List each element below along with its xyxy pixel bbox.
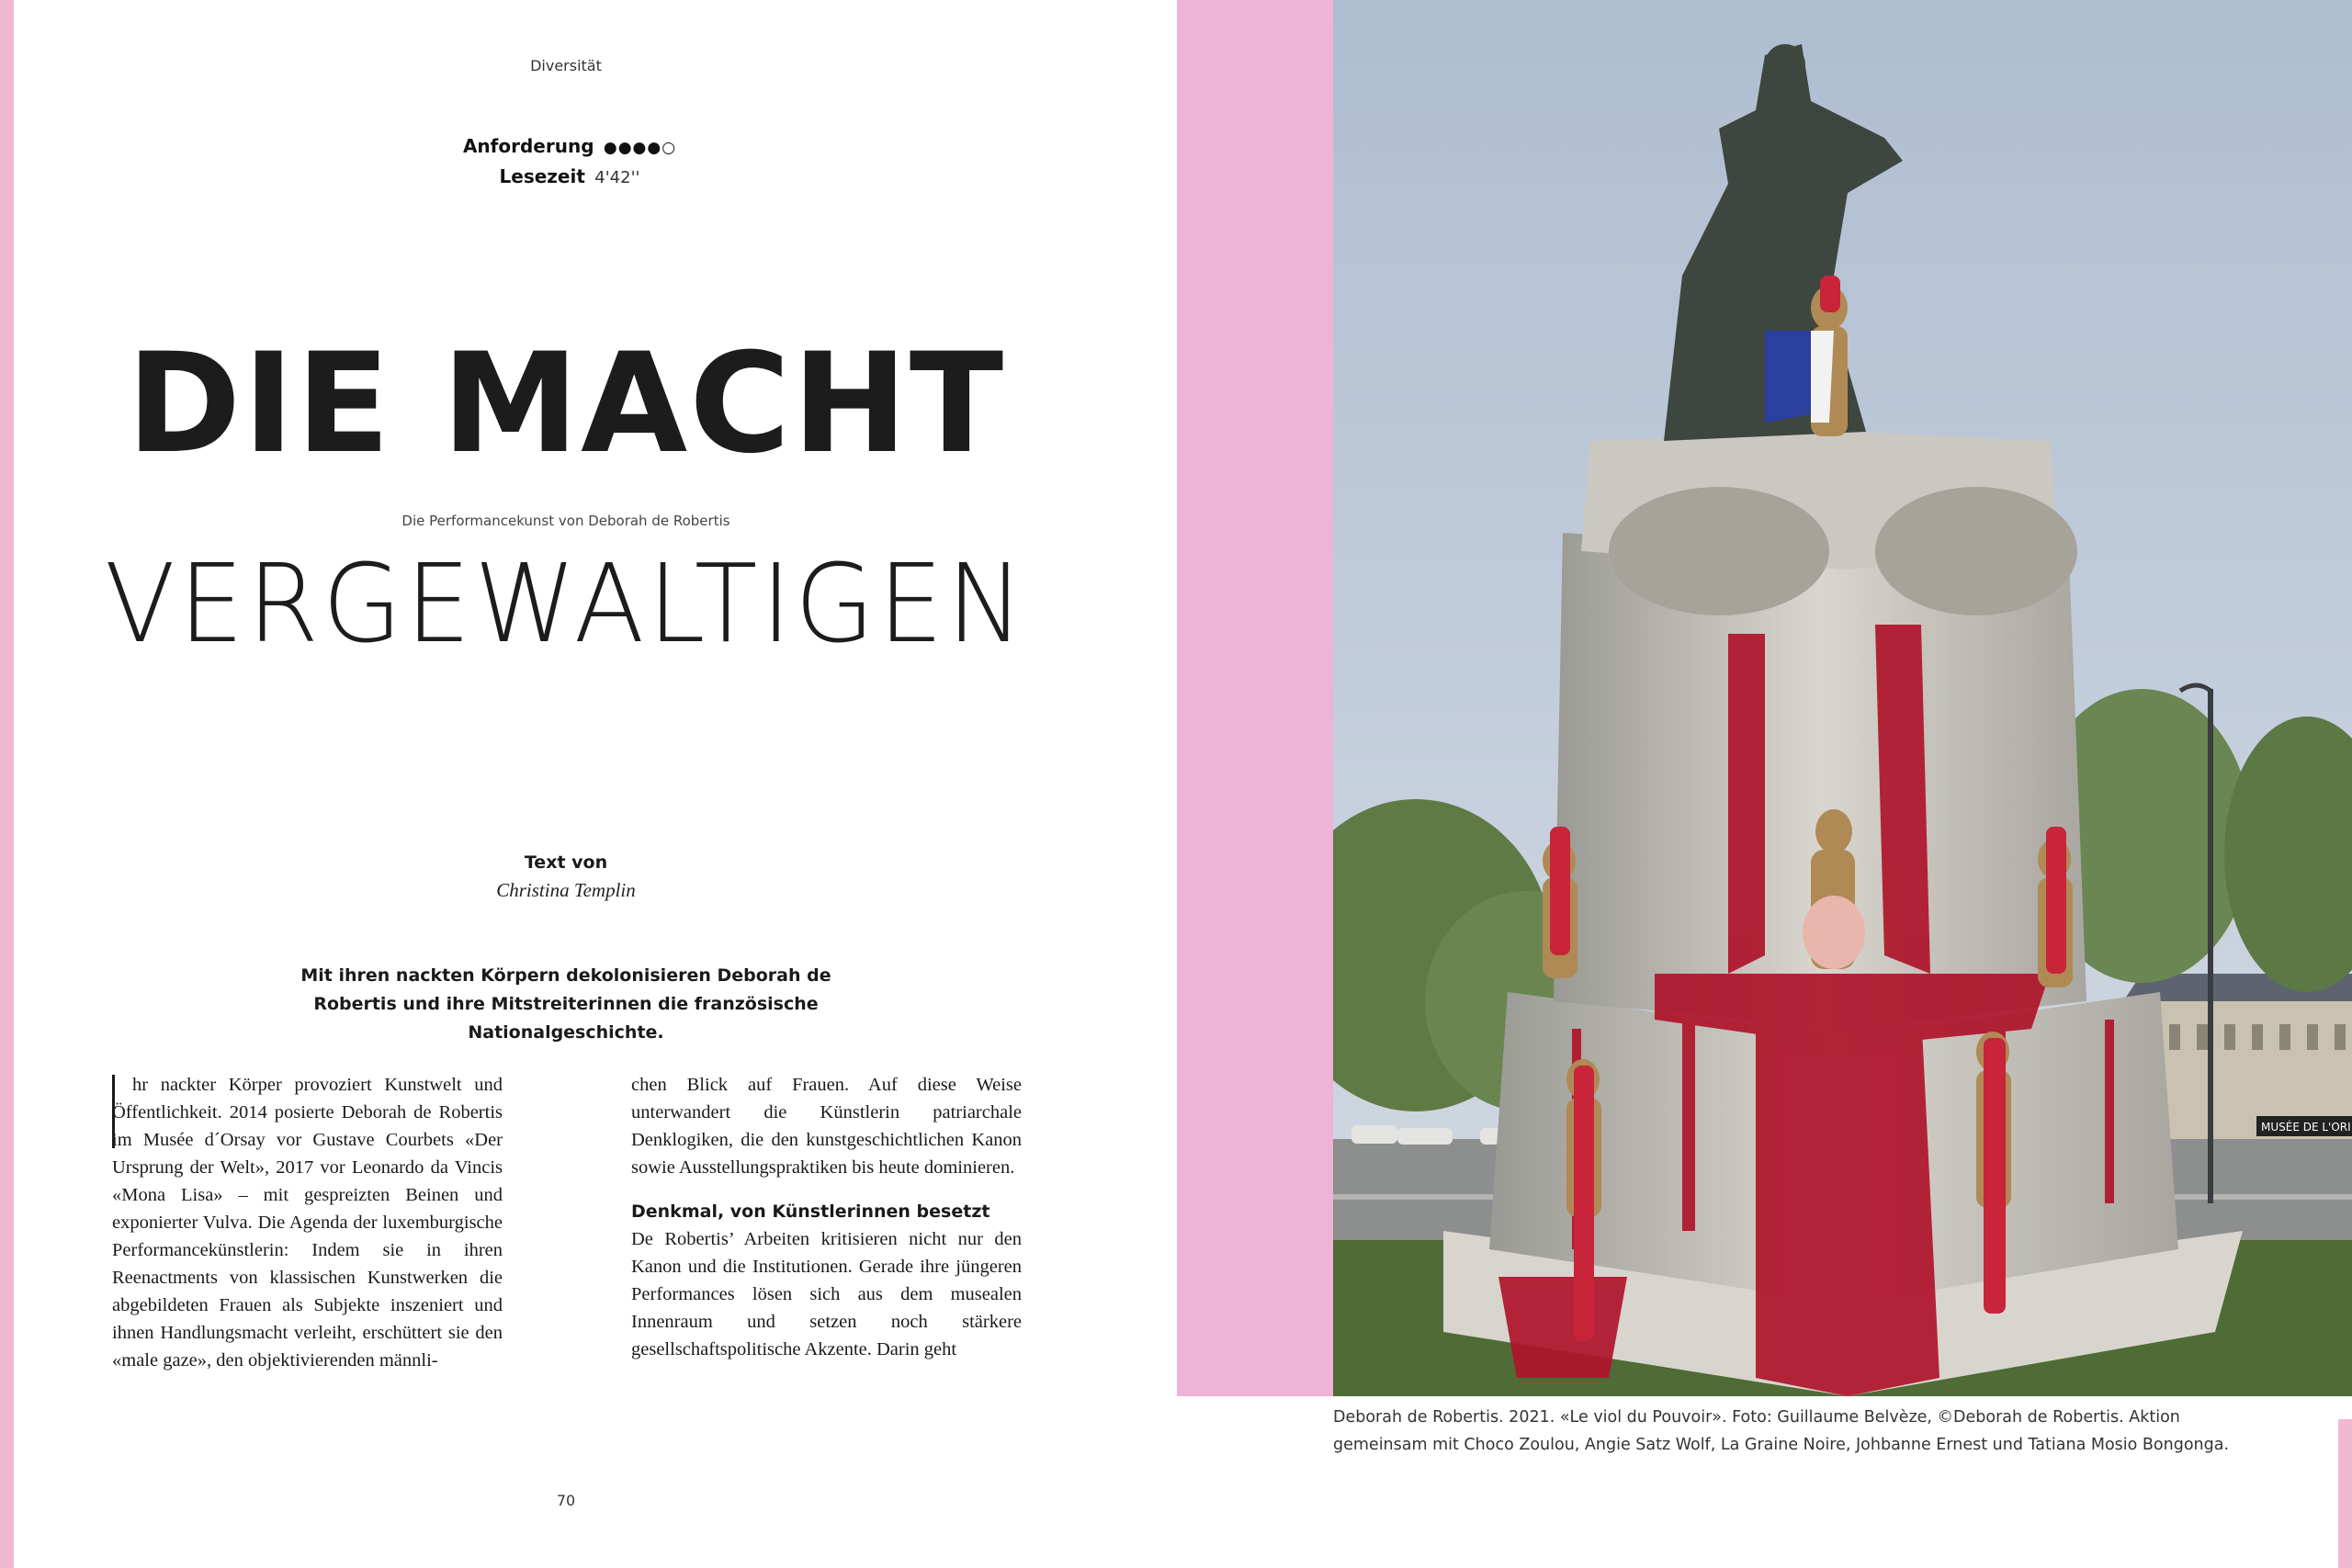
- page-edge-left: [0, 0, 14, 1568]
- reading-time-row: [349, 163, 790, 192]
- article-meta: [349, 132, 790, 192]
- page-edge-right: [2338, 1419, 2352, 1568]
- body-column-2: [631, 1071, 1022, 1363]
- subheading: Denkmal, von Künstlerinnen besetzt: [631, 1201, 990, 1222]
- byline-author: Christina Templin: [496, 879, 636, 901]
- byline-label: Text von: [524, 852, 608, 873]
- museum-sign-text: MUSÉE DE L'ORI: [2261, 1121, 2351, 1134]
- pink-panel: [1177, 0, 1333, 1396]
- headline-line-1: DIE MACHT: [126, 324, 1006, 484]
- headline-line-2: VERGEWALTIGEN: [104, 540, 1028, 667]
- difficulty-row: [349, 132, 790, 163]
- reading-time-value: 4'42'': [594, 168, 640, 187]
- body-column-1: [112, 1071, 503, 1374]
- section-label: Diversität: [530, 57, 602, 74]
- performance-photo: [1333, 0, 2352, 1396]
- photo-caption: Deborah de Robertis. 2021. «Le viol du Pouvoir». Foto: Guillaume Belvèze, ©Deborah de Robertis. Aktion gemeinsam mit Choco Zoulou, Angie Satz Wolf, La Graine Noire, Johbanne Ernest und Tatiana Mosio Bongonga.: [1333, 1408, 2230, 1454]
- reading-time-label: Lesezeit: [499, 165, 585, 187]
- subtitle: Die Performancekunst von Deborah de Robertis: [401, 513, 730, 529]
- body-paragraph: De Robertis’ Arbeiten kritisieren nicht nur den Kanon und die Institutionen. Gerade ihre jüngeren Performances lösen sich aus dem musealen Innenraum und setzen noch stärkere gesellschaftspolitische Akzente. Darin geht: [631, 1229, 1022, 1359]
- body-paragraph: chen Blick auf Frauen. Auf diese Weise unterwandert die Künstlerin patriarchale Denklogiken, die den kunstgeschichtlichen Kanon sowie Ausstellungspraktiken bis heute dominieren.: [631, 1075, 1022, 1178]
- street-lamp: [2208, 689, 2213, 1203]
- photo-illustration: [1333, 0, 2352, 1396]
- body-paragraph: hr nackter Körper provoziert Kunstwelt und Öffentlichkeit. 2014 posierte Deborah de Robertis im Musée d´Orsay vor Gustave Courbets «Der Ursprung der Welt», 2017 vor Leonardo da Vincis «Mona Lisa» – mit gespreizten Beinen und exponierter Vulva. Die Agenda der luxemburgische Performancekünstlerin: Indem sie in ihren Reenactments von klassischen Kunstwerken die abgebildeten Frauen als Subjekte inszeniert und ihnen Handlungsmacht verleiht, erschüttert sie den «male gaze», den objektivierenden männli-: [112, 1075, 503, 1371]
- difficulty-label: Anforderung: [462, 135, 594, 157]
- lead-paragraph: Mit ihren nackten Körpern dekolonisieren Deborah de Robertis und ihre Mitstreiterinnen die französische Nationalgeschichte.: [300, 965, 831, 1043]
- page-number: 70: [556, 1492, 576, 1509]
- difficulty-dots: ●●●●○: [603, 139, 677, 157]
